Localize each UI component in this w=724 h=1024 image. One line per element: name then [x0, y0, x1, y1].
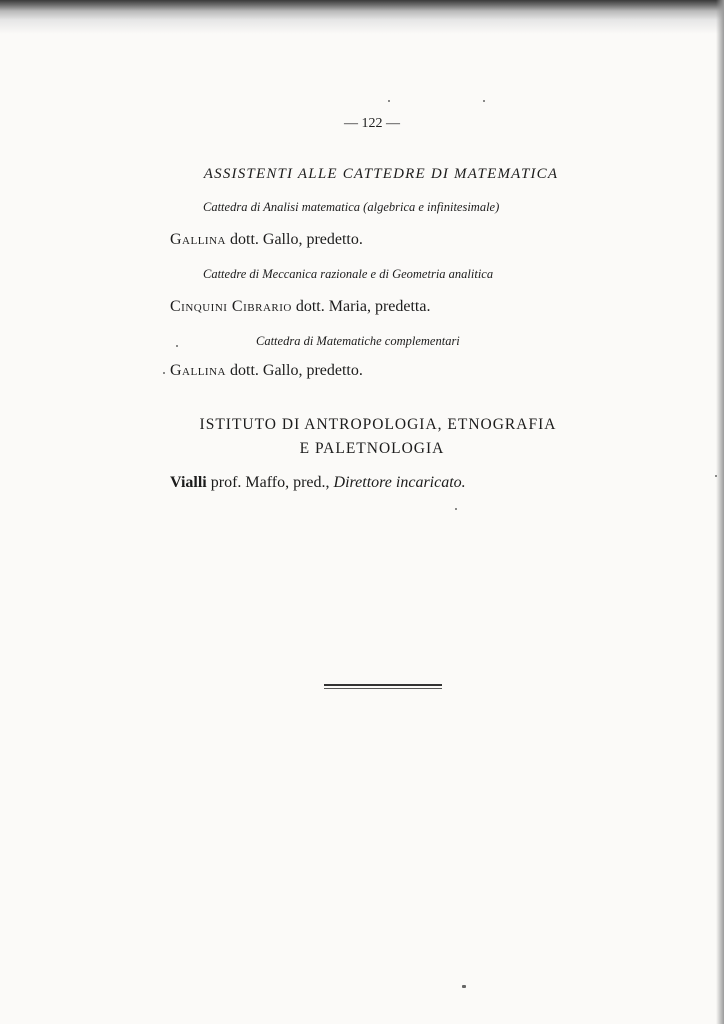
director-role: Direttore incaricato. — [333, 474, 466, 491]
assistant-surname: Gallina — [170, 231, 226, 248]
director-name: Vialli — [170, 474, 207, 491]
page-number: — 122 — — [344, 116, 400, 131]
closing-rule-thin — [324, 688, 442, 689]
scan-edge-right — [716, 0, 724, 1024]
assistant-surname: Gallina — [170, 362, 226, 379]
assistant-details: dott. Gallo, predetto. — [230, 362, 363, 379]
assistant-entry-1 — [170, 231, 650, 249]
speck — [462, 985, 466, 988]
assistant-details: dott. Gallo, predetto. — [230, 231, 363, 248]
assistant-details: dott. Maria, predetta. — [295, 298, 431, 315]
section-title: ASSISTENTI ALLE CATTEDRE DI MATEMATICA — [203, 166, 559, 182]
assistant-surname: Cinquini Cibrario — [170, 298, 292, 315]
chair-heading-meccanica: Cattedre di Meccanica razionale e di Geometria analitica — [203, 267, 494, 281]
speck — [483, 100, 485, 102]
institute-title-line-2: E PALETNOLOGIA — [299, 440, 445, 457]
closing-rule — [324, 684, 442, 686]
speck — [176, 345, 178, 347]
chair-heading-analisi: Cattedra di Analisi matematica (algebrica e infinitesimale) — [203, 200, 500, 214]
scan-edge-top — [0, 0, 724, 34]
assistant-entry-2 — [170, 298, 650, 316]
assistant-entry-3 — [170, 362, 650, 380]
institute-title-line-1: ISTITUTO DI ANTROPOLOGIA, ETNOGRAFIA — [199, 416, 557, 433]
speck — [388, 100, 390, 102]
director-entry — [170, 474, 650, 492]
speck — [163, 372, 165, 374]
speck — [715, 475, 717, 477]
director-details: prof. Maffo, pred., — [210, 474, 330, 491]
speck — [455, 508, 457, 510]
chair-heading-complementari: Cattedra di Matematiche complementari — [256, 334, 460, 348]
